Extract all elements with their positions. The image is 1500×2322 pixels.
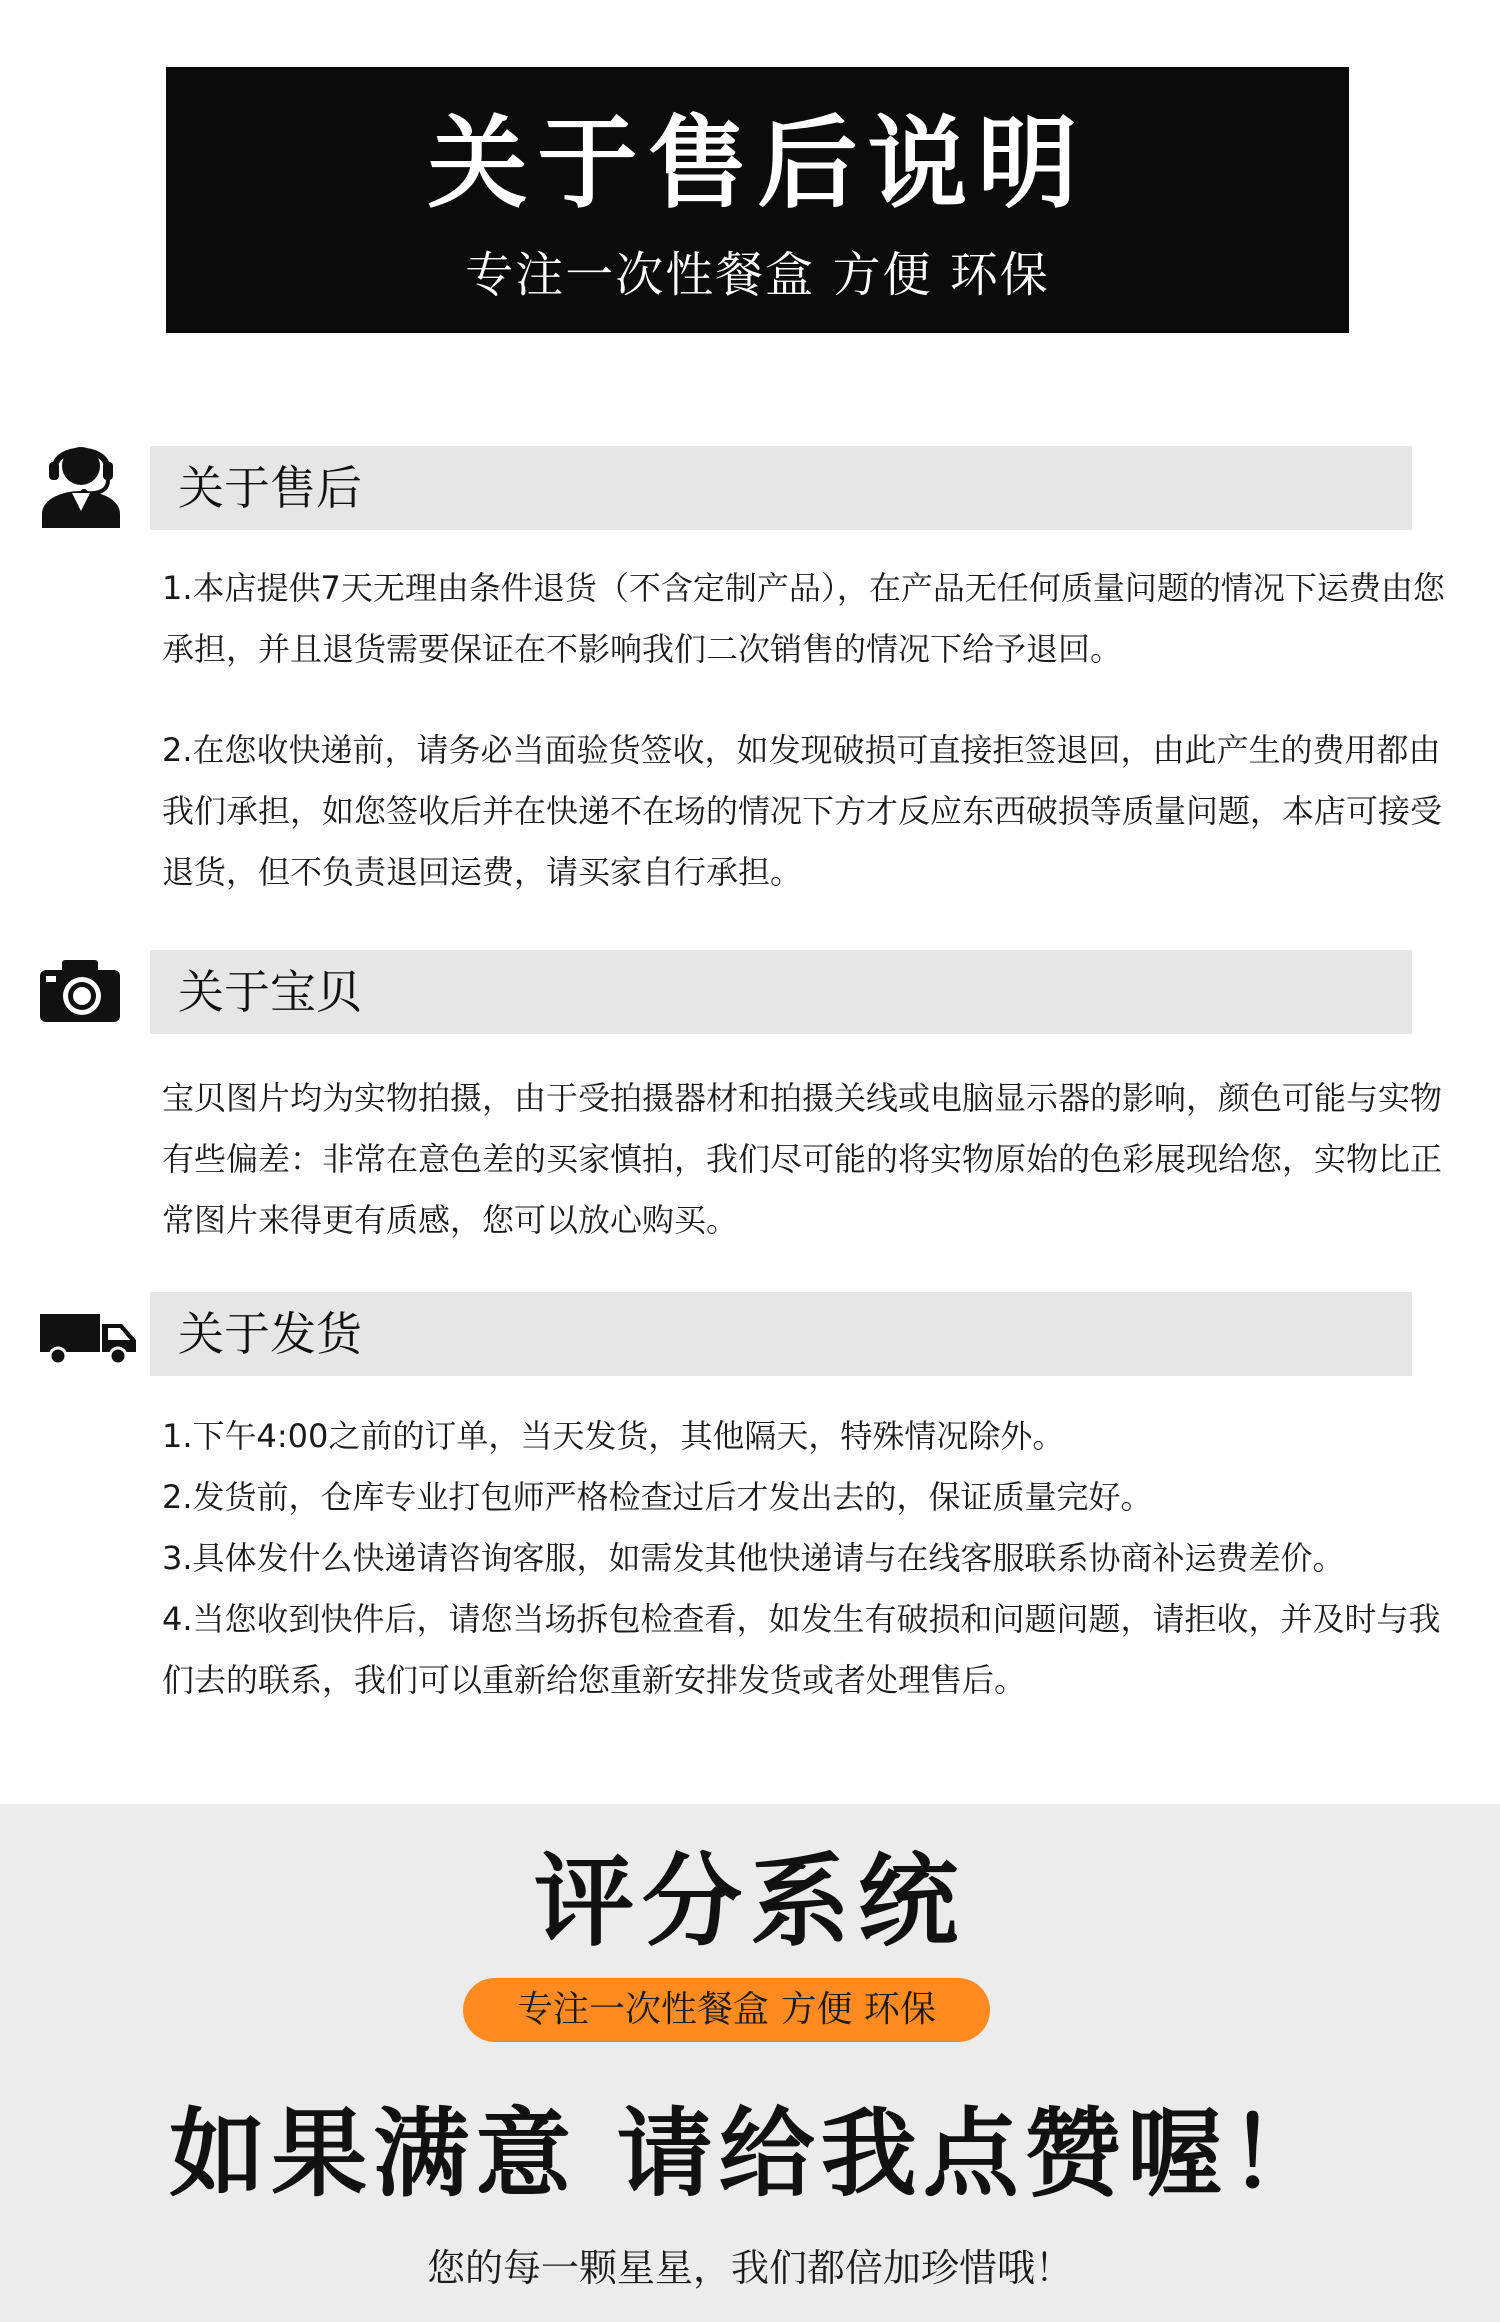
hero-title: 关于售后说明: [427, 105, 1088, 222]
section-title: 关于售后: [178, 461, 362, 515]
hero-banner: [166, 67, 1349, 333]
shipping-item-2: 2.发货前，仓库专业打包师严格检查过后才发出去的，保证质量完好。: [162, 1478, 1153, 1516]
section-header-after-sales: [150, 446, 1412, 530]
section-title: 关于发货: [178, 1307, 362, 1361]
shipping-item-4: 4.当您收到快件后，请您当场拆包检查看，如发生有破损和问题问题，请拒收，并及时与我们去的联系，我们可以重新给您重新安排发货或者处理售后。: [162, 1600, 1441, 1699]
section-header-product: [150, 950, 1412, 1034]
after-sales-paragraph-1: 1.本店提供7天无理由条件退货（不含定制产品），在产品无任何质量问题的情况下运费由您承担，并且退货需要保证在不影响我们二次销售的情况下给予退回。: [162, 569, 1445, 668]
rating-call-to-action: 如果满意 请给我点赞喔！: [169, 2098, 1331, 2210]
hero-subtitle: 专注一次性餐盒 方便 环保: [465, 247, 1050, 303]
rating-title: 评分系统: [534, 1843, 966, 1960]
section-title: 关于宝贝: [178, 965, 362, 1019]
product-paragraph: 宝贝图片均为实物拍摄，由于受拍摄器材和拍摄关线或电脑显示器的影响，颜色可能与实物有些偏差：非常在意色差的买家慎拍，我们尽可能的将实物原始的色彩展现给您，实物比正常图片来得更有质感，您可以放心购买。: [162, 1079, 1443, 1239]
customer-service-icon: [38, 436, 124, 532]
section-header-shipping: [150, 1292, 1412, 1376]
rating-slogan-pill: 专注一次性餐盒 方便 环保: [463, 1978, 990, 2042]
shipping-item-3: 3.具体发什么快递请咨询客服，如需发其他快递请与在线客服联系协商补运费差价。: [162, 1539, 1345, 1577]
truck-icon: [38, 1310, 138, 1370]
camera-icon: [38, 958, 122, 1028]
rating-note: 您的每一颗星星，我们都倍加珍惜哦！: [426, 2246, 1073, 2290]
shipping-item-1: 1.下午4:00之前的订单，当天发货，其他隔天，特殊情况除外。: [162, 1417, 1065, 1455]
after-sales-paragraph-2: 2.在您收快递前，请务必当面验货签收，如发现破损可直接拒签退回，由此产生的费用都由我们承担，如您签收后并在快递不在场的情况下方才反应东西破损等质量问题，本店可接受退货，但不负责退回运费，请买家自行承担。: [162, 731, 1443, 891]
rating-section: [0, 1804, 1500, 2322]
